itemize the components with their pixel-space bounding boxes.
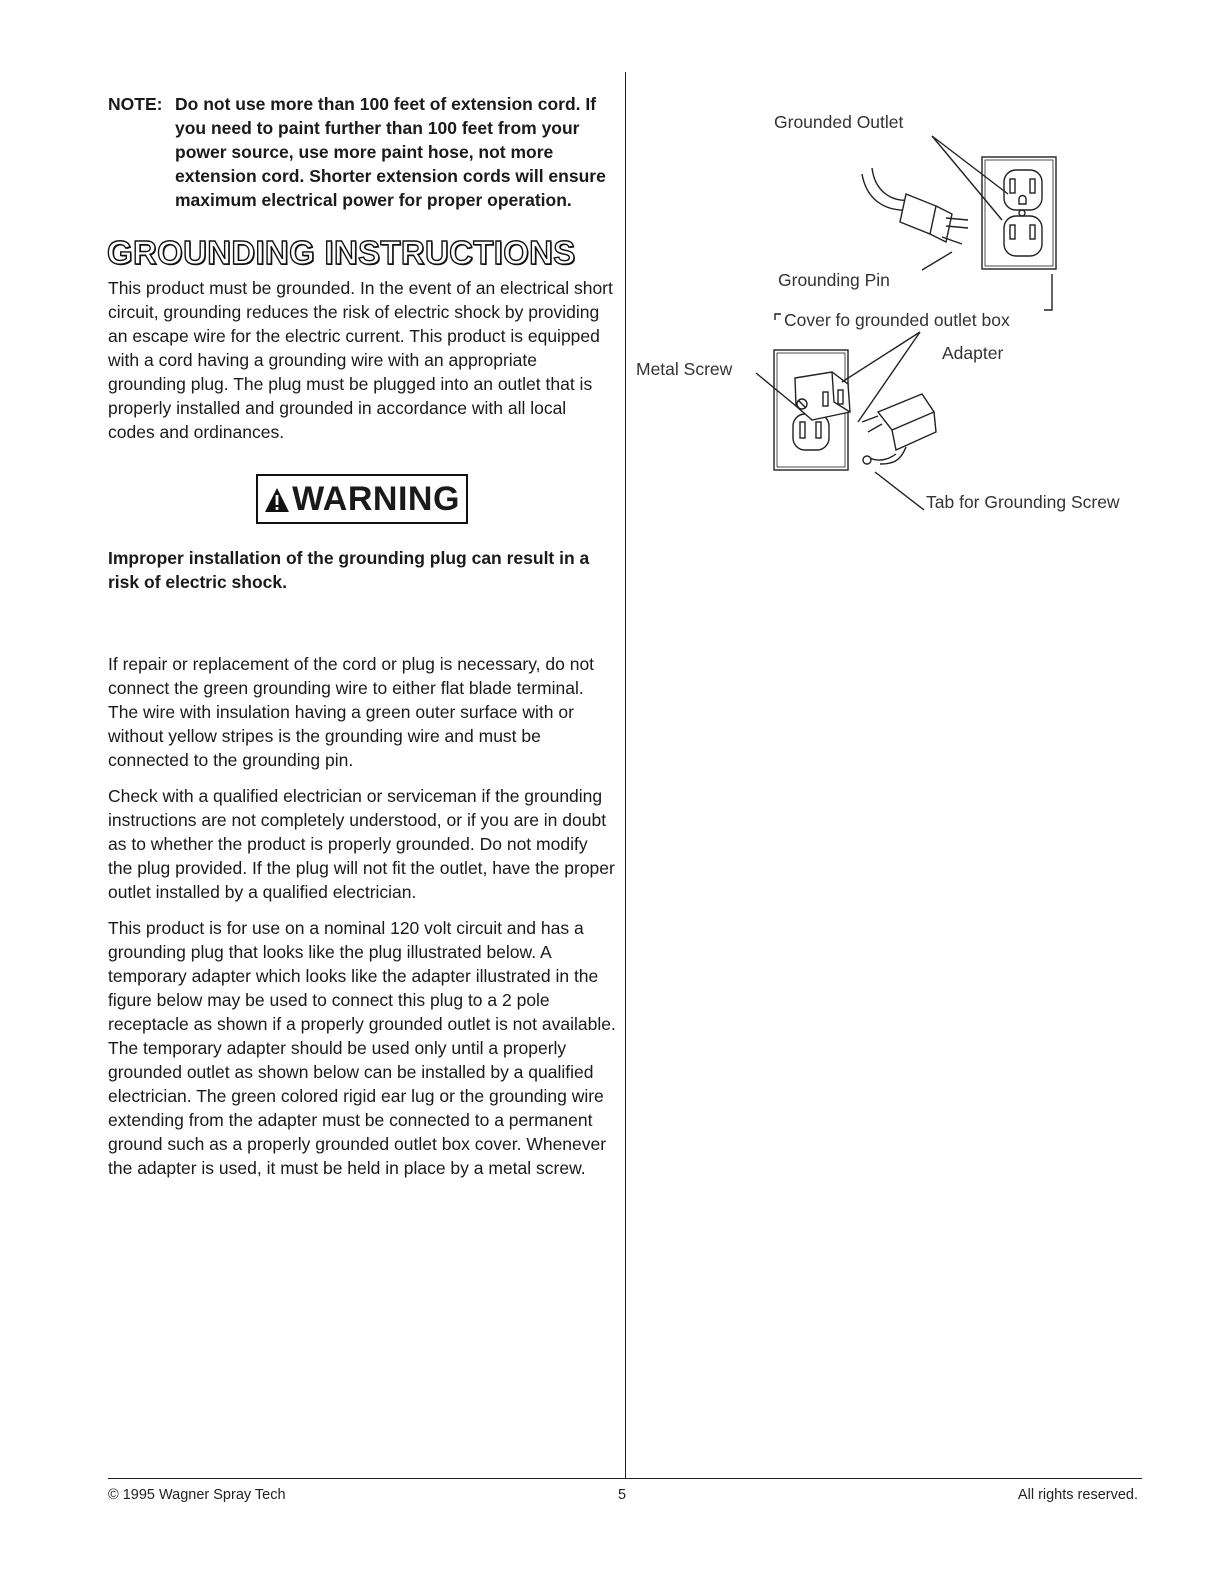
footer-copyright: © 1995 Wagner Spray Tech	[108, 1487, 286, 1503]
intro-paragraph: This product must be grounded. In the event of an electrical short circuit, grounding reduces the risk of electric shock by providing an escape wire for the electric current. This product is equipped with a cord having a grounding wire with an appropriate grounding plug. The plug must be plugged into an outlet that is properly installed and grounded in accordance with all local codes and ordinances.	[108, 278, 613, 442]
warning-box	[256, 474, 468, 524]
label-grounded-outlet: Grounded Outlet	[774, 112, 904, 132]
note-label: NOTE:	[108, 94, 163, 114]
body-paragraph-adapter: This product is for use on a nominal 120 volt circuit and has a grounding plug that looks like the plug illustrated below. A temporary adapter which looks like the adapter illustrated in the figure below may be used to connect this plug to a 2 pole receptacle as shown if a properly grounded outlet is not available. The temporary adapter should be used only until a properly grounded outlet as shown below can be installed by a qualified electrician. The green colored rigid ear lug or the grounding wire extending from the adapter must be connected to a permanent ground such as a properly grounded outlet box cover. Whenever the adapter is used, it must be held in place by a metal screw.	[108, 918, 616, 1178]
grounded-outlet-icon	[982, 157, 1056, 269]
footer-rule	[108, 1478, 1142, 1479]
label-metal-screw: Metal Screw	[636, 359, 733, 379]
footer-rights: All rights reserved.	[1017, 1487, 1138, 1503]
warning-banner	[108, 474, 616, 524]
warning-triangle-icon	[264, 487, 290, 513]
grounding-plug-icon	[862, 168, 968, 244]
label-tab-grounding-screw: Tab for Grounding Screw	[926, 492, 1120, 512]
left-column	[108, 92, 616, 1192]
section-heading: GROUNDING INSTRUCTIONS	[107, 234, 576, 271]
label-grounding-pin: Grounding Pin	[778, 270, 890, 290]
page-number: 5	[618, 1487, 627, 1503]
note-block	[108, 92, 616, 212]
body-paragraph-repair: If repair or replacement of the cord or plug is necessary, do not connect the green grounding wire to either flat blade terminal. The wire with insulation having a green outer surface with or without yellow stripes is the grounding wire and must be connected to the grounding pin.	[108, 654, 595, 770]
grounding-figure	[630, 92, 1190, 532]
adapter-icon	[795, 372, 850, 420]
body-paragraph-electrician: Check with a qualified electrician or serviceman if the grounding instructions are not completely understood, or if you are in doubt as to whether the product is properly grounded. Do not modify the plug provided. If the plug will not fit the outlet, have the proper outlet installed by a qualified electrician.	[108, 786, 615, 902]
label-cover-box: Cover fo grounded outlet box	[784, 310, 1010, 330]
warning-label: WARNING	[292, 480, 460, 518]
note-text: Do not use more than 100 feet of extension cord. If you need to paint further than 100 feet from your power source, use more paint hose, not more extension cord. Shorter extension cords will ensure maximum electrical power for proper operation.	[175, 94, 606, 210]
column-divider	[625, 72, 626, 1478]
loose-adapter-icon	[862, 394, 936, 464]
label-adapter: Adapter	[942, 343, 1004, 363]
warning-text: Improper installation of the grounding plug can result in a risk of electric shock.	[108, 548, 590, 592]
